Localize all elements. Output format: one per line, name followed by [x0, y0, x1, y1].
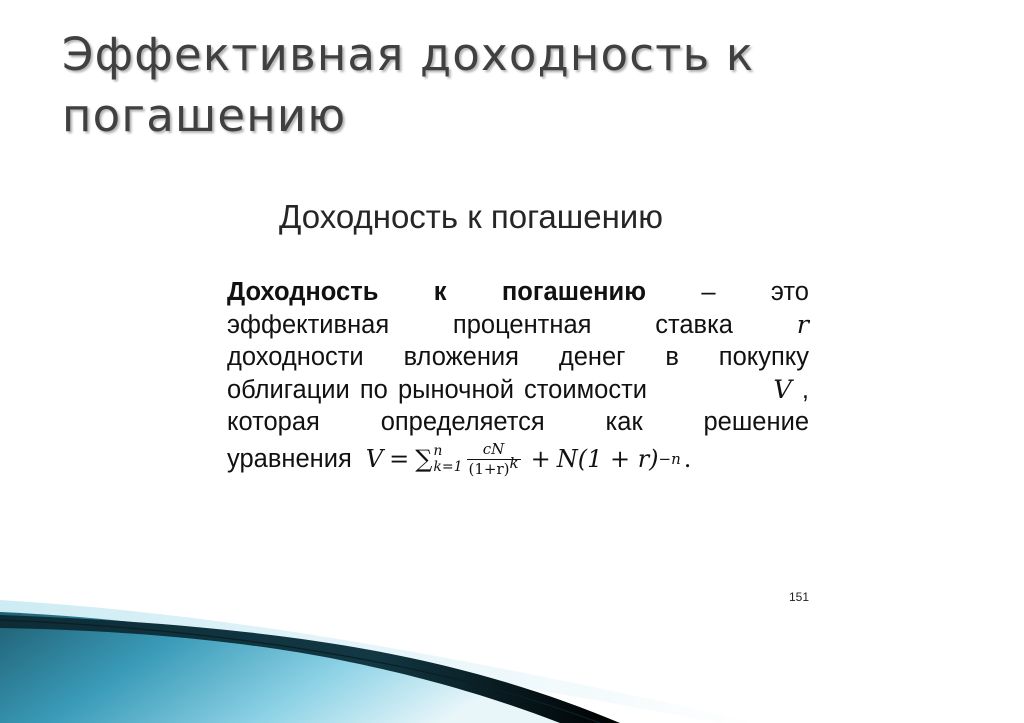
word: вложения: [403, 343, 519, 371]
sum-symbol: ∑: [415, 444, 433, 473]
decorative-swoosh: [0, 560, 1024, 723]
word: определяется: [380, 408, 545, 436]
definition-paragraph: [227, 276, 809, 478]
page-number: 151: [789, 590, 810, 604]
definition-line-6: [227, 441, 809, 478]
word: уравнения: [227, 444, 352, 473]
word: в: [665, 343, 679, 371]
definition-line-5: [227, 406, 809, 439]
term-word: Доходность: [227, 278, 379, 306]
definition-line-3: [227, 341, 809, 374]
formula-term: N(1 + r): [556, 444, 659, 473]
variable-v: V: [773, 374, 792, 405]
word: процентная: [452, 310, 592, 339]
word: это: [770, 278, 809, 306]
word: как: [605, 408, 643, 436]
dash: –: [701, 278, 716, 306]
definition-line-4: [227, 374, 809, 407]
sum-limits: [433, 443, 462, 475]
fraction-denominator: [467, 453, 521, 478]
definition-line-1: [227, 276, 809, 309]
sum-lower-limit: k=1: [433, 459, 463, 475]
slide-title-line-1: Эффективная доходность к: [62, 28, 755, 81]
definition-line-2: [227, 309, 809, 342]
denominator-exponent: k: [509, 453, 519, 472]
formula-equals: =: [389, 444, 410, 473]
term-word: погашению: [501, 278, 646, 306]
slide-title-line-2: погашению: [62, 89, 347, 142]
sum-operator: [415, 443, 462, 476]
word: доходности: [227, 343, 364, 371]
fraction-numerator: cN: [482, 439, 505, 458]
word: которая: [227, 408, 320, 436]
word: ставка: [655, 310, 733, 339]
formula-fraction: [467, 441, 521, 478]
yield-formula: V = ∑ n k=1 $\frac{cN}{(1+r)k}$ + N(1 + r) −n .: [365, 439, 692, 478]
sum-upper-limit: n: [433, 443, 443, 459]
comma: ,: [801, 375, 809, 404]
term-word: к: [433, 278, 447, 306]
word: денег: [558, 343, 626, 371]
line-text: облигации по рыночной стоимости: [227, 375, 647, 404]
formula-plus: +: [530, 444, 551, 473]
formula-lhs: V: [365, 444, 384, 473]
word: эффективная: [227, 310, 390, 339]
word: решение: [703, 408, 809, 436]
var-group: [773, 374, 809, 407]
denominator-base: (1+r): [468, 459, 510, 478]
slide-subtitle: Доходность к погашению: [279, 198, 663, 235]
slide-title: [62, 24, 962, 146]
word: покупку: [718, 343, 809, 371]
formula-period: .: [683, 444, 692, 473]
variable-r: r: [796, 309, 809, 340]
